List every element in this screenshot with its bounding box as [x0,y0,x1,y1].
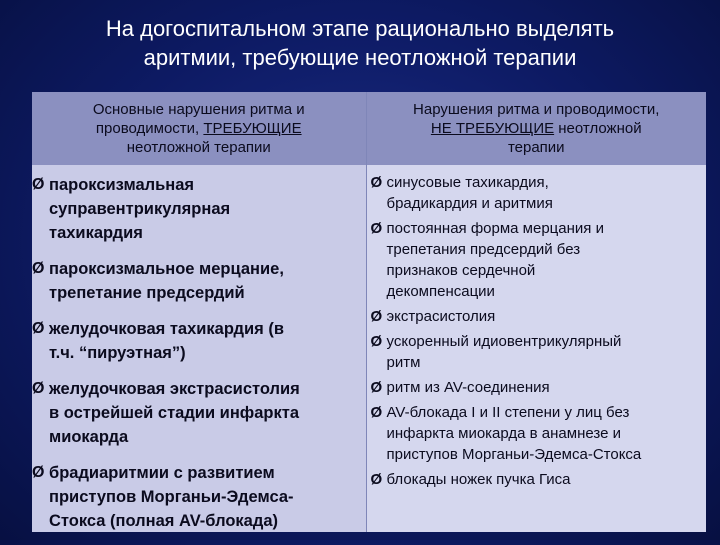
left-item [32,173,366,245]
left-item-line: приступов Морганьи-Эдемса- [49,488,294,506]
bullet-arrow-icon: Ø [370,471,383,488]
right-item [367,377,707,398]
right-item-line: экстрасистолия [386,308,496,325]
right-bullet-list [367,172,707,494]
left-header-line-3: неотложной терапии [126,139,271,156]
left-column-header [32,92,366,165]
left-item-text [49,257,366,305]
left-item-line: т.ч. “пируэтная”) [49,344,186,362]
right-item-line: ритм [386,354,421,371]
right-item [367,469,707,490]
bullet-arrow-icon: Ø [370,220,383,237]
left-item-text [49,461,366,533]
right-item-line: трепетания предсердий без [386,241,581,258]
left-item-text [49,377,366,449]
right-item-line: инфаркта миокарда в анамнезе и [386,425,621,442]
right-item-line: ритм из AV-соединения [386,379,550,396]
right-header-line-1: Нарушения ритма и проводимости, [413,101,660,118]
right-item-line: декомпенсации [386,283,495,300]
left-item-line: миокарда [49,428,129,446]
left-column [32,92,366,532]
bullet-arrow-icon: Ø [32,464,45,481]
right-item [367,172,707,214]
left-item [32,461,366,533]
right-item [367,331,707,373]
bullet-arrow-icon: Ø [370,404,383,421]
right-item-text [387,402,707,465]
left-item-text [49,173,366,245]
left-header-line-1: Основные нарушения ритма и [92,101,305,118]
slide-title-line-2: аритмии, требующие неотложной терапии [143,45,577,70]
bullet-arrow-icon: Ø [32,260,45,277]
right-column [366,92,707,532]
right-item-text [387,172,707,214]
right-item-line: признаков сердечной [386,262,536,279]
right-header-line-2-text: НЕ ТРЕБУЮЩИЕ неотложной [430,120,642,137]
right-item-line: постоянная форма мерцания и [386,220,604,237]
right-column-body [367,165,707,532]
right-item-text [387,469,707,490]
right-item-text [387,218,707,302]
left-column-body [32,165,366,532]
left-bullet-list [32,173,366,545]
right-item-line: приступов Морганьи-Эдемса-Стокса [386,446,642,463]
right-item-line: брадикардия и аритмия [386,195,553,212]
left-item-line: трепетание предсердий [49,284,245,302]
left-item-text [49,317,366,365]
left-item-line: пароксизмальное мерцание, [49,260,284,278]
right-item-line: AV-блокада I и II степени у лиц без [386,404,630,421]
right-item [367,218,707,302]
left-item-line: пароксизмальная [49,176,195,194]
left-header-line-2 [96,119,302,138]
right-header-line-2 [431,119,642,138]
slide-title-line-1: На догоспитальном этапе рационально выделять [105,16,615,41]
right-item [367,402,707,465]
right-item-line: ускоренный идиовентрикулярный [386,333,622,350]
bullet-arrow-icon: Ø [370,174,383,191]
bullet-arrow-icon: Ø [370,333,383,350]
left-header-line-2-text: проводимости, ТРЕБУЮЩИЕ [95,120,302,137]
bullet-arrow-icon: Ø [370,308,383,325]
left-item-line: желудочковая тахикардия (в [49,320,284,338]
right-item-line: синусовые тахикардия, [386,174,549,191]
right-item [367,306,707,327]
right-item-text [387,331,707,373]
left-item [32,257,366,305]
right-item-line: блокады ножек пучка Гиса [386,471,571,488]
right-item-text [387,377,707,398]
left-item-line: Стокса (полная AV-блокада) [49,512,278,530]
left-item-line: желудочковая экстрасистолия [49,380,300,398]
left-item [32,317,366,365]
comparison-table [32,92,706,532]
right-header-line-3: терапии [507,139,565,156]
bullet-arrow-icon: Ø [370,379,383,396]
left-item-line: брадиаритмии с развитием [49,464,275,482]
left-item-line: тахикардия [49,224,143,242]
bullet-arrow-icon: Ø [32,320,45,337]
slide-title [20,14,700,72]
bullet-arrow-icon: Ø [32,176,45,193]
left-item-line: в острейшей стадии инфаркта [49,404,299,422]
bullet-arrow-icon: Ø [32,380,45,397]
left-item-line: суправентрикулярная [49,200,231,218]
right-item-text [387,306,707,327]
left-item [32,377,366,449]
right-column-header [367,92,707,165]
